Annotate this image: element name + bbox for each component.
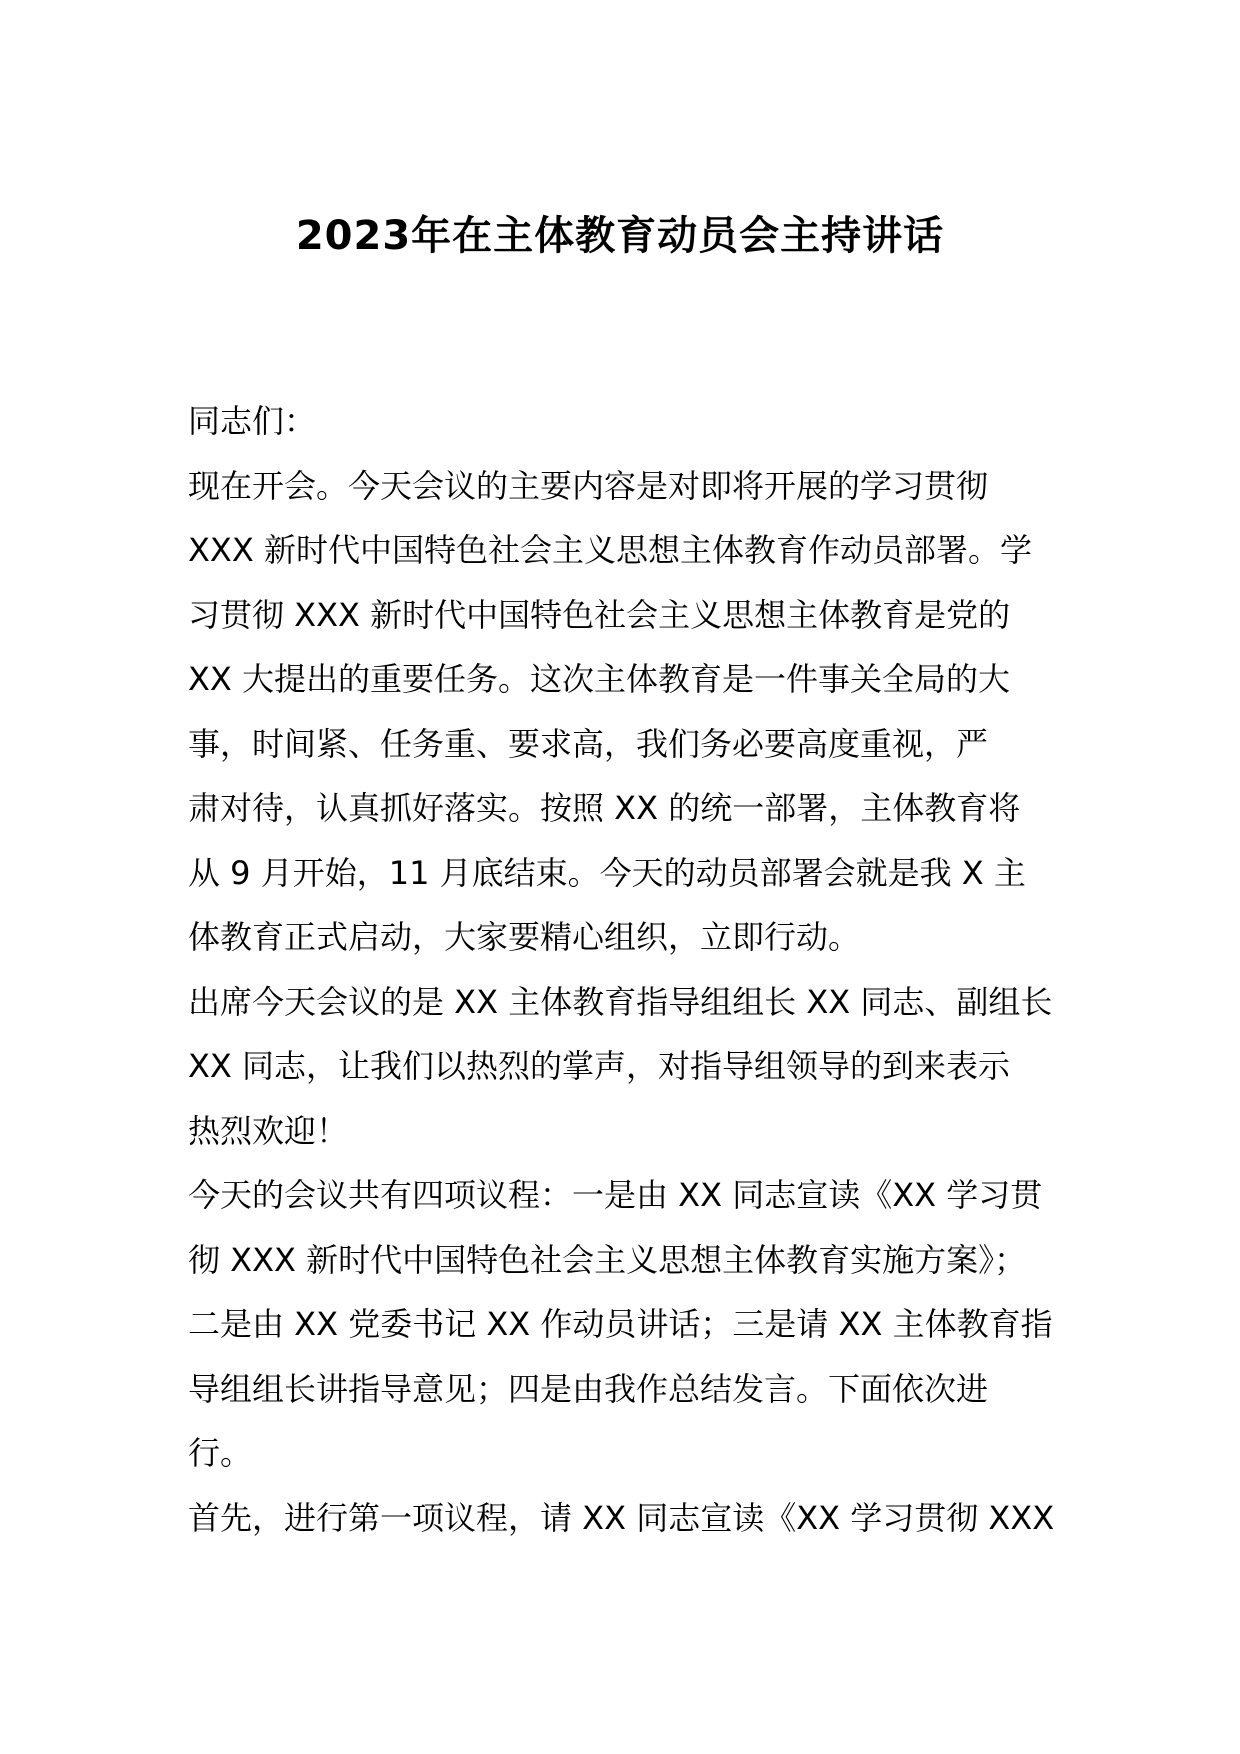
text-line: 体教育正式启动，大家要精心组织，立即行动。 bbox=[188, 918, 861, 956]
text-line: 出席今天会议的是 XX 主体教育指导组组长 XX 同志、副组长 bbox=[188, 982, 1053, 1021]
text-line: 导组组长讲指导意见；四是由我作总结发言。下面依次进 bbox=[188, 1369, 989, 1408]
text-line: 二是由 XX 党委书记 XX 作动员讲话；三是请 XX 主体教育指 bbox=[188, 1305, 1053, 1343]
text-line: 首先，进行第一项议程，请 XX 同志宣读《XX 学习贯彻 XXX bbox=[188, 1498, 1055, 1537]
document-title: 2023年在主体教育动员会主持讲话 bbox=[295, 213, 945, 259]
text-line: XXX 新时代中国特色社会主义思想主体教育作动员部署。学 bbox=[188, 531, 1032, 569]
text-line: XX 大提出的重要任务。这次主体教育是一件事关全局的大 bbox=[188, 660, 1011, 698]
text-line: XX 同志，让我们以热烈的掌声，对指导组领导的到来表示 bbox=[188, 1047, 1011, 1085]
text-line: 热烈欢迎！ bbox=[188, 1111, 349, 1150]
text-line: 彻 XXX 新时代中国特色社会主义思想主体教育实施方案》； bbox=[188, 1240, 1027, 1279]
text-line: 现在开会。今天会议的主要内容是对即将开展的学习贯彻 bbox=[188, 466, 989, 505]
text-line: 行。 bbox=[188, 1434, 253, 1472]
text-line: 事，时间紧、任务重、要求高，我们务必要高度重视，严 bbox=[188, 724, 989, 763]
text-line: 习贯彻 XXX 新时代中国特色社会主义思想主体教育是党的 bbox=[188, 595, 1011, 634]
text-line: 从 9 月开始，11 月底结束。今天的动员部署会就是我 X 主 bbox=[188, 853, 1026, 892]
text-line: 今天的会议共有四项议程：一是由 XX 同志宣读《XX 学习贯 bbox=[188, 1176, 1043, 1214]
document-body bbox=[188, 389, 1068, 1550]
text-line: 肃对待，认真抓好落实。按照 XX 的统一部署，主体教育将 bbox=[188, 789, 1021, 827]
text-line: 同志们： bbox=[188, 402, 317, 440]
